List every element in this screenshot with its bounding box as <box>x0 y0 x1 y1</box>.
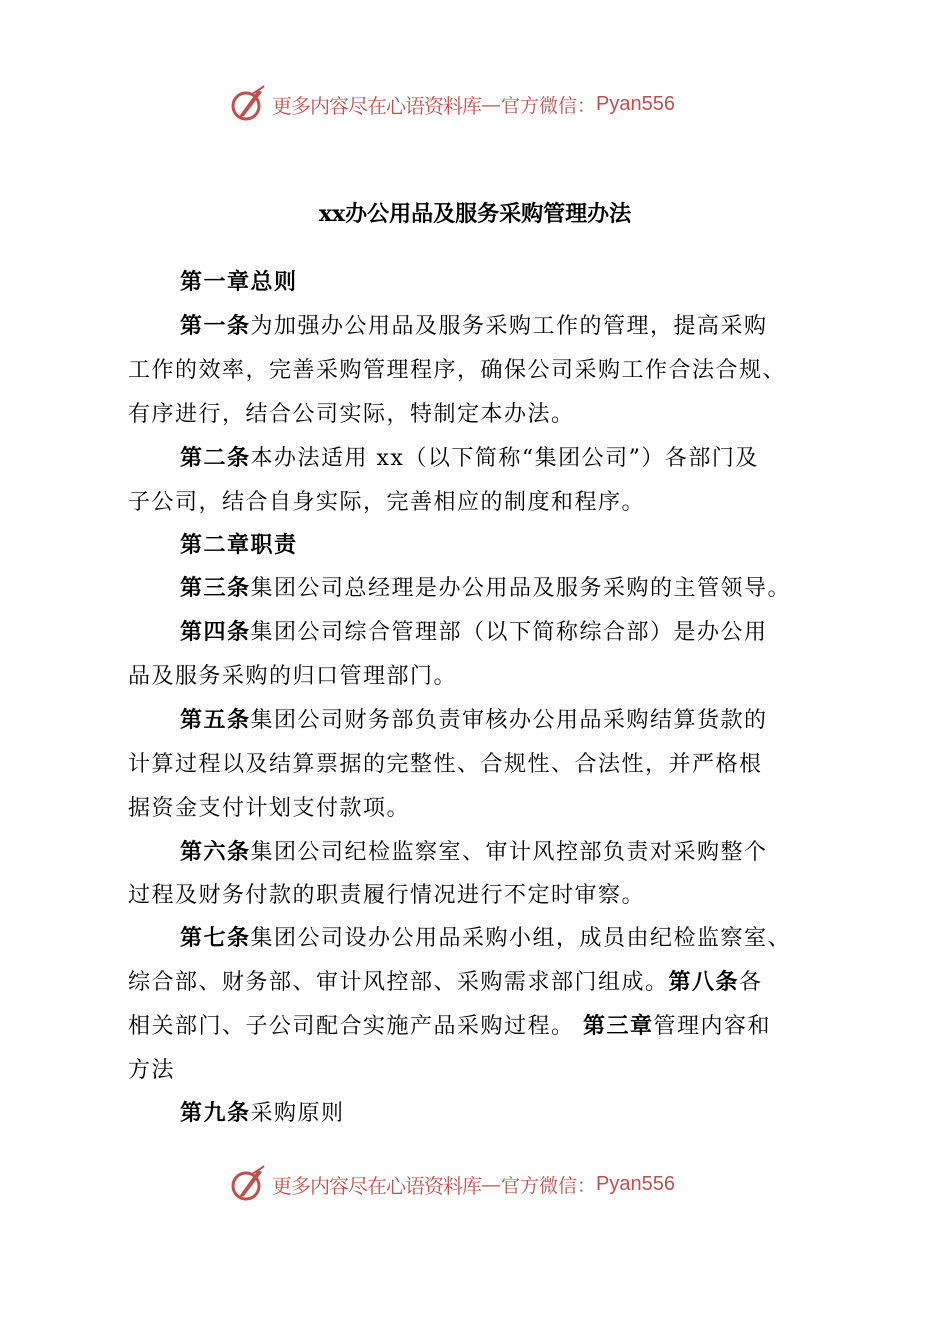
body-line: 品及服务采购的归口管理部门。 <box>128 664 458 689</box>
quill-pen-logo-icon <box>228 1164 268 1204</box>
banner-wechat-label: 官方微信： <box>501 94 597 117</box>
article-label: 第三条 <box>180 575 251 601</box>
banner-main-text: 更多内容尽在心语资料库 <box>272 93 481 118</box>
banner-main-text: 更多内容尽在心语资料库 <box>272 1173 481 1198</box>
body-line: 有序进行，结合公司实际，特制定本办法。 <box>128 402 575 427</box>
article-label: 第一条 <box>180 313 251 339</box>
quill-pen-logo-icon <box>228 84 268 124</box>
body-line: 计算过程以及结算票据的完整性、合规性、合法性，并严格根 <box>128 752 763 777</box>
body-line: 第一条为加强办公用品及服务采购工作的管理，提高采购 <box>180 313 768 339</box>
article-label: 第八条 <box>668 969 740 995</box>
body-line: 综合部、财务部、审计风控部、采购需求部门组成。第八条各 <box>128 969 763 995</box>
body-line: 第五条集团公司财务部负责审核办公用品采购结算货款的 <box>180 707 768 733</box>
banner-wechat-id: Pyan556 <box>596 1172 675 1195</box>
heading-chapter-1: 第一章总则 <box>180 269 298 295</box>
footer-watermark-banner <box>228 1164 675 1204</box>
body-line <box>180 523 298 568</box>
body-line: 方法 <box>128 1058 176 1083</box>
body-line <box>180 260 298 305</box>
banner-separator: — <box>481 92 501 116</box>
body-line: 第九条采购原则 <box>180 1100 345 1126</box>
body-line: 第六条集团公司纪检监察室、审计风控部负责对采购整个 <box>180 839 768 865</box>
document-title: xx办公用品及服务采购管理办法 <box>318 201 632 227</box>
body-line: 第三条集团公司总经理是办公用品及服务采购的主管领导。 <box>180 575 792 601</box>
article-label: 第五条 <box>180 707 251 733</box>
body-line: 工作的效率，完善采购管理程序，确保公司采购工作合法合规、 <box>128 358 787 383</box>
body-line: 第四条集团公司综合管理部（以下简称综合部）是办公用 <box>180 619 768 645</box>
banner-wechat-id: Pyan556 <box>596 92 675 115</box>
article-label: 第九条 <box>180 1100 251 1126</box>
body-line: 第二条本办法适用 xx（以下简称“集团公司”）各部门及 <box>180 445 759 471</box>
heading-chapter-2: 第二章职责 <box>180 532 298 558</box>
article-label: 第二条 <box>180 445 251 471</box>
banner-wechat-label: 官方微信： <box>501 1174 597 1197</box>
article-label: 第四条 <box>180 619 251 645</box>
body-line: 过程及财务付款的职责履行情况进行不定时审察。 <box>128 883 646 908</box>
banner-separator: — <box>481 1172 501 1196</box>
body-line: 第七条集团公司设办公用品采购小组，成员由纪检监察室、 <box>180 925 792 951</box>
body-line: 子公司，结合自身实际，完善相应的制度和程序。 <box>128 490 646 515</box>
article-label: 第七条 <box>180 925 251 951</box>
heading-chapter-3: 第三章 <box>583 1013 654 1039</box>
article-label: 第六条 <box>180 839 251 865</box>
header-watermark-banner <box>228 84 675 124</box>
body-line: 相关部门、子公司配合实施产品采购过程。 第三章管理内容和 <box>128 1013 772 1039</box>
body-line: 据资金支付计划支付款项。 <box>128 796 411 821</box>
